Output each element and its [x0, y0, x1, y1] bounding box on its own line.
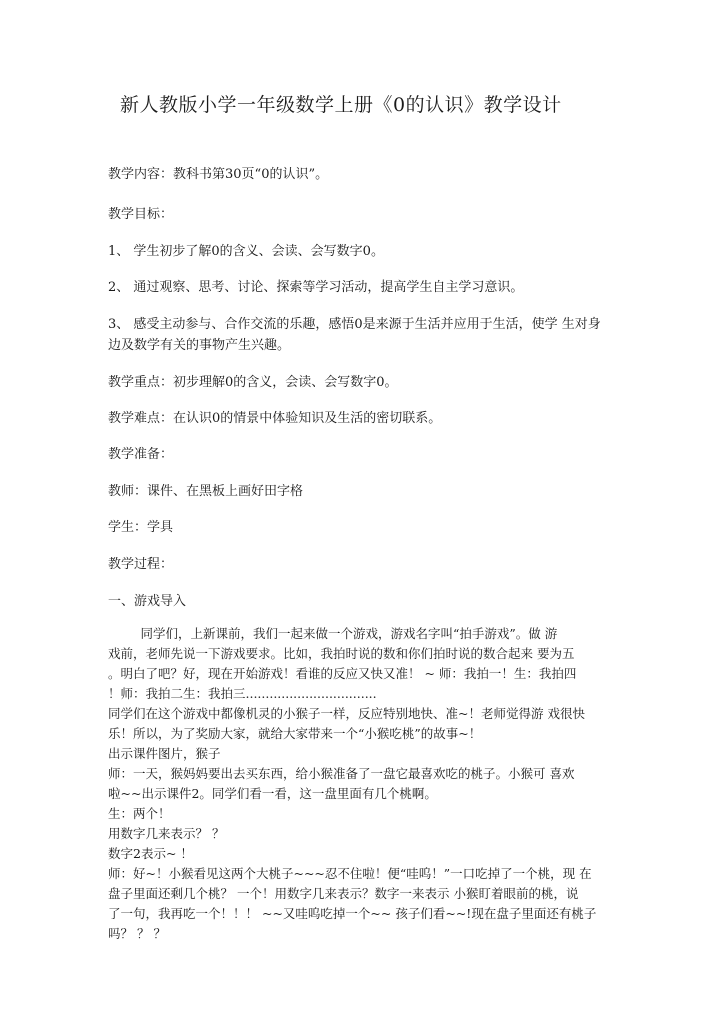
key-points: 教学重点：初步理解0的含义，会读、会写数字0。	[108, 375, 398, 390]
part-1-heading: 一、游戏导入	[108, 594, 187, 609]
body-line: 盘子里面还剩几个桃？ 一个！用数字几来表示？数字一来表示 小猴盯着眼前的桃，说	[108, 886, 579, 901]
goals-heading: 教学目标：	[108, 207, 174, 222]
body-line: 师：好~！小猴看见这两个大桃子~~~忍不住啦！便“哇呜！”一口吃掉了一个桃，现 在	[108, 866, 592, 881]
body-line: 数字2表示~ ！	[108, 846, 193, 861]
body-line: 同学们在这个游戏中都像机灵的小猴子一样，反应特别地快、准~！老师觉得游 戏很快	[108, 706, 585, 721]
body-line: ！师：我拍二生：我拍三.................................	[108, 686, 377, 701]
body-line: 同学们，上新课前，我们一起来做一个游戏，游戏名字叫“拍手游戏”。做 游	[140, 626, 558, 641]
goal-2: 2、 通过观察、思考、讨论、探索等学习活动，提高学生自主学习意识。	[108, 280, 524, 295]
preparation-heading: 教学准备：	[108, 447, 174, 462]
lesson-body	[108, 624, 618, 944]
body-line: 吗？ ？ ？	[108, 926, 166, 941]
body-line: 。明白了吧？好，现在开始游戏！看谁的反应又快又准！ ~ 师：我拍一！生：我拍四	[108, 666, 577, 681]
goal-1: 1、 学生初步了解0的含义、会读、会写数字0。	[108, 244, 384, 259]
body-line: 啦~~出示课件2。同学们看一看，这一盘里面有几个桃啊。	[108, 786, 437, 801]
teacher-preparation: 教师：课件、在黑板上画好田字格	[108, 484, 304, 499]
difficulties: 教学难点：在认识0的情景中体验知识及生活的密切联系。	[108, 411, 442, 426]
goal-3-line-1: 3、 感受主动参与、合作交流的乐趣，感悟0是来源于生活并应用于生活，使学 生对身	[108, 317, 601, 332]
body-line: 乐！所以，为了奖励大家，就给大家带来一个“小猴吃桃”的故事~！	[108, 726, 482, 741]
body-line: 师：一天，猴妈妈要出去买东西，给小猴准备了一盘它最喜欢吃的桃子。小猴可 喜欢	[108, 766, 575, 781]
body-line: 戏前，老师先说一下游戏要求。比如，我拍时说的数和你们拍时说的数合起来 要为五	[108, 646, 575, 661]
body-line: 出示课件图片，猴子	[108, 746, 221, 761]
teaching-content: 教学内容：教科书第30页“0的认识”。	[108, 167, 329, 182]
goal-3-line-2: 边及数学有关的事物产生兴趣。	[108, 338, 291, 353]
body-line: 生：两个！	[108, 806, 171, 821]
student-preparation: 学生：学具	[108, 520, 174, 535]
process-heading: 教学过程：	[108, 557, 174, 572]
document-title: 新人教版小学一年级数学上册《0的认识》教学设计	[120, 94, 562, 116]
body-line: 用数字几来表示？ ？	[108, 826, 225, 841]
body-line: 了一句，我再吃一个！！！ ~~又哇呜吃掉一个~~ 孩子们看~~!现在盘子里面还有桃子	[108, 906, 597, 921]
